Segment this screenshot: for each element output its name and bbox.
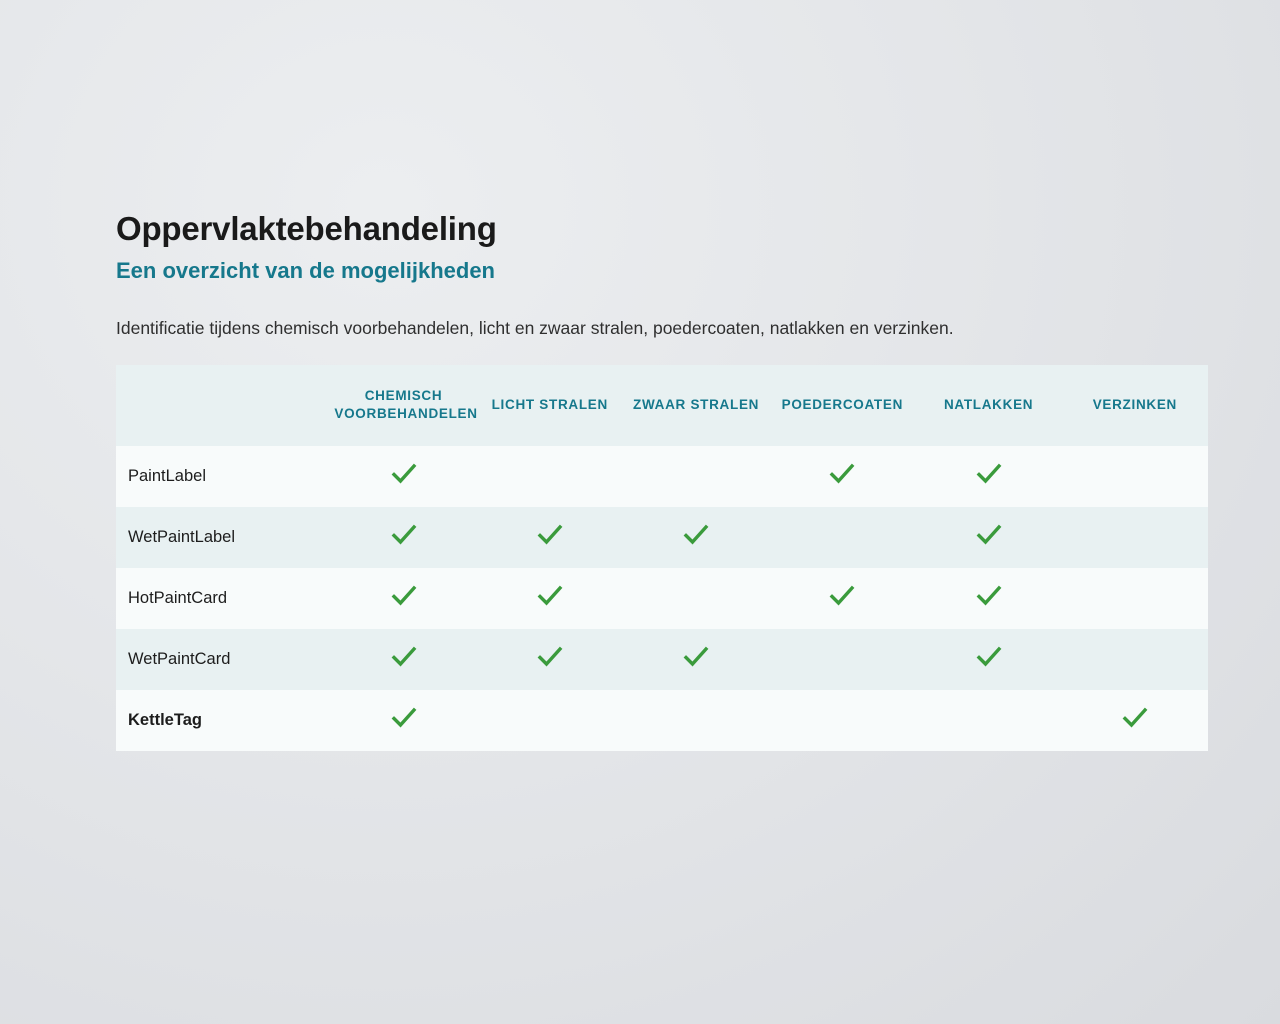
check-icon — [976, 461, 1002, 487]
row-label: WetPaintLabel — [128, 527, 236, 546]
matrix-cell — [915, 690, 1061, 751]
check-icon — [537, 644, 563, 670]
row-label: WetPaintCard — [128, 649, 231, 668]
check-icon — [976, 583, 1002, 609]
matrix-cell — [915, 446, 1061, 507]
matrix-cell — [623, 690, 769, 751]
column-header-chemisch-voorbehandelen: CHEMISCH VOORBEHANDELEN — [330, 365, 476, 445]
column-header-zwaar-stralen: ZWAAR STRALEN — [623, 365, 769, 445]
page-subtitle: Een overzicht van de mogelijkheden — [116, 258, 495, 284]
column-header-products — [116, 365, 330, 445]
check-icon — [976, 644, 1002, 670]
matrix-cell — [330, 568, 476, 629]
check-icon — [537, 583, 563, 609]
column-header-poedercoaten: POEDERCOATEN — [769, 365, 915, 445]
matrix-cell — [330, 446, 476, 507]
row-label: KettleTag — [128, 710, 202, 729]
check-icon — [537, 522, 563, 548]
table-row — [116, 446, 1208, 507]
check-icon — [391, 522, 417, 548]
matrix-cell — [623, 629, 769, 690]
matrix-cell — [623, 568, 769, 629]
matrix-cell — [769, 629, 915, 690]
column-header-natlakken: NATLAKKEN — [915, 365, 1061, 445]
table-row — [116, 690, 1208, 751]
matrix-cell — [477, 568, 623, 629]
content-block — [116, 208, 1208, 751]
matrix-cell — [330, 629, 476, 690]
check-icon — [976, 522, 1002, 548]
check-icon — [683, 522, 709, 548]
check-icon — [1122, 705, 1148, 731]
matrix-cell — [769, 507, 915, 568]
intro-paragraph: Identificatie tijdens chemisch voorbehandelen, licht en zwaar stralen, poedercoaten, natlakken en verzinken. — [116, 317, 954, 338]
matrix-cell — [915, 568, 1061, 629]
matrix-cell — [623, 507, 769, 568]
check-icon — [391, 644, 417, 670]
surface-treatment-table — [116, 365, 1208, 750]
table-row — [116, 507, 1208, 568]
matrix-cell — [477, 690, 623, 751]
check-icon — [391, 705, 417, 731]
matrix-cell — [769, 690, 915, 751]
matrix-cell — [623, 446, 769, 507]
matrix-cell — [477, 507, 623, 568]
check-icon — [683, 644, 709, 670]
check-icon — [391, 461, 417, 487]
matrix-cell — [915, 629, 1061, 690]
page-title: Oppervlaktebehandeling — [116, 210, 497, 247]
matrix-cell — [769, 568, 915, 629]
matrix-cell — [1062, 507, 1208, 568]
table-body — [116, 446, 1208, 751]
matrix-cell — [477, 446, 623, 507]
check-icon — [829, 461, 855, 487]
matrix-cell — [330, 507, 476, 568]
table-row — [116, 629, 1208, 690]
matrix-cell — [1062, 629, 1208, 690]
table-header-row — [116, 365, 1208, 445]
matrix-cell — [1062, 568, 1208, 629]
matrix-cell — [330, 690, 476, 751]
matrix-cell — [477, 629, 623, 690]
matrix-cell — [915, 507, 1061, 568]
table-row — [116, 568, 1208, 629]
matrix-cell — [1062, 690, 1208, 751]
check-icon — [829, 583, 855, 609]
matrix-cell — [1062, 446, 1208, 507]
column-header-verzinken: VERZINKEN — [1062, 365, 1208, 445]
table-header — [116, 365, 1208, 445]
matrix-cell — [769, 446, 915, 507]
row-label: HotPaintCard — [128, 588, 228, 607]
check-icon — [391, 583, 417, 609]
column-header-licht-stralen: LICHT STRALEN — [477, 365, 623, 445]
row-label: PaintLabel — [128, 466, 206, 485]
